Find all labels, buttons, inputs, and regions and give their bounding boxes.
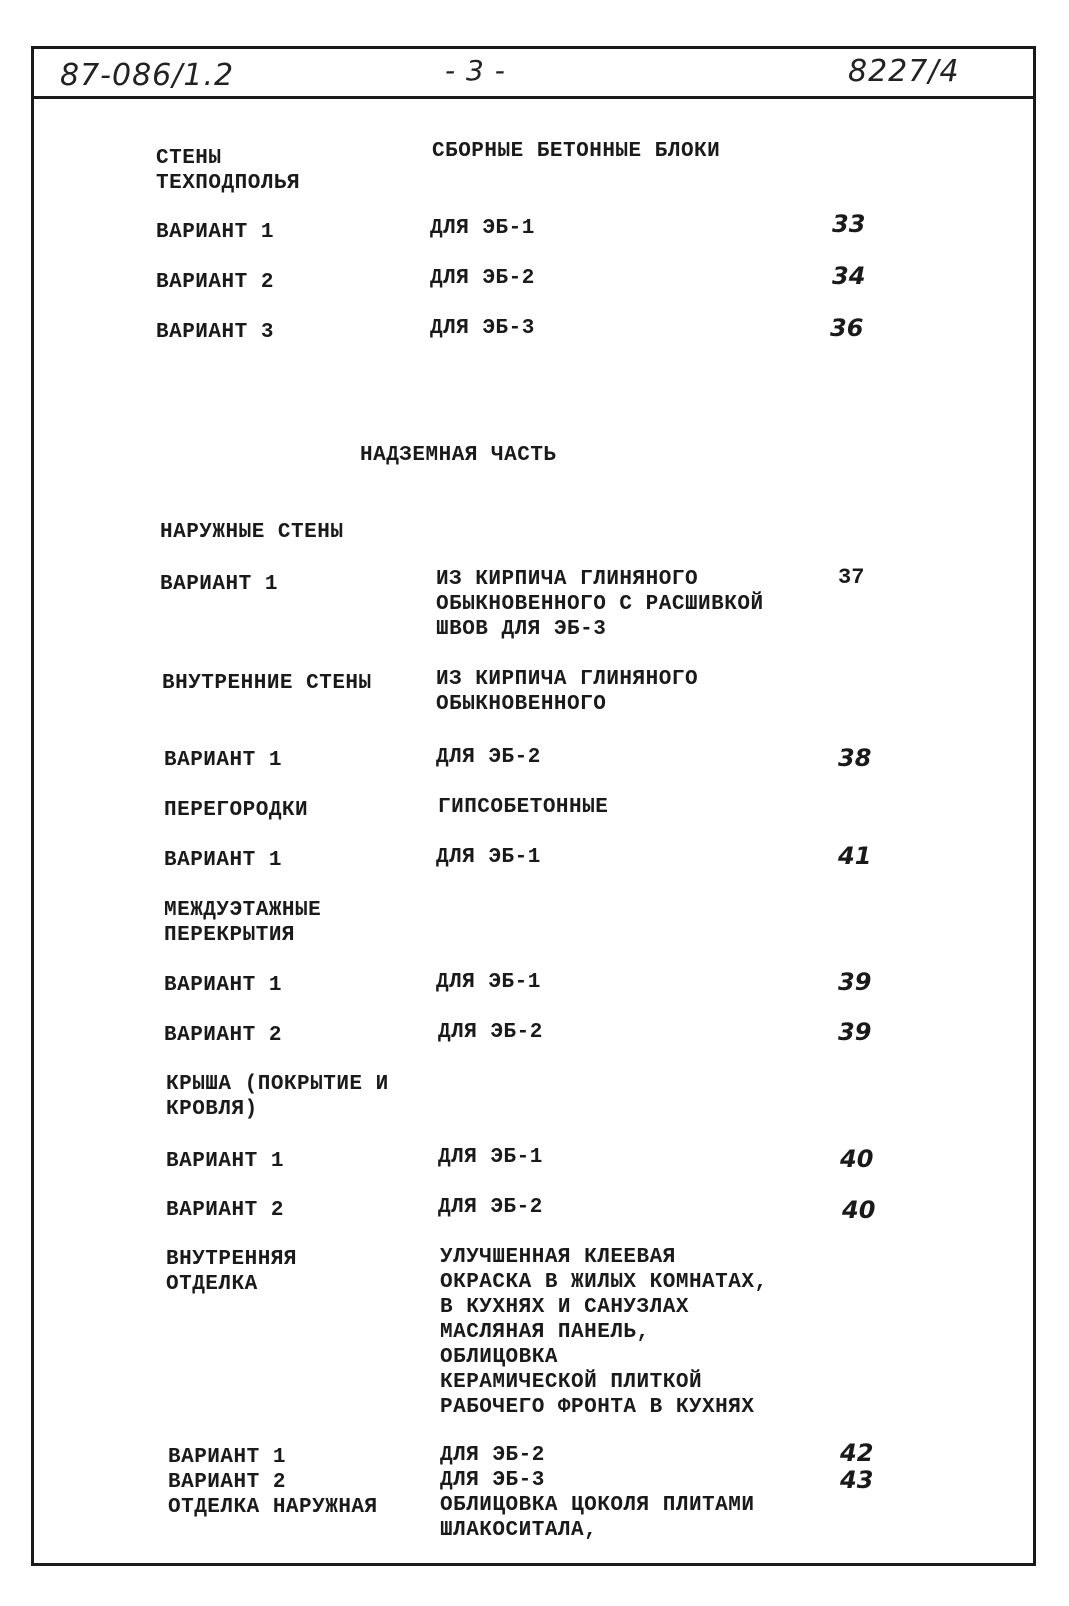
row-desc: ДЛЯ ЭБ-1 <box>438 1146 543 1169</box>
row-label: ВАРИАНТ 3 <box>156 321 274 344</box>
row-label: ВАРИАНТ 1 <box>164 974 282 997</box>
row-label: ВАРИАНТ 1 <box>166 1150 284 1173</box>
row-page: 40 <box>840 1145 874 1173</box>
row-desc: ГИПСОБЕТОННЫЕ <box>438 796 609 819</box>
row-page: 37 <box>838 565 865 590</box>
section-heading: НАДЗЕМНАЯ ЧАСТЬ <box>360 444 557 467</box>
row-desc: ДЛЯ ЭБ-3 <box>430 317 535 340</box>
row-label: ОТДЕЛКА НАРУЖНАЯ <box>168 1496 378 1519</box>
row-page: 34 <box>832 262 866 290</box>
doc-code: 87-086/1.2 <box>60 58 235 93</box>
row-page: 41 <box>838 842 872 870</box>
row-label: ВАРИАНТ 1 <box>164 849 282 872</box>
row-desc: ДЛЯ ЭБ-1 <box>436 846 541 869</box>
row-page: 42 <box>840 1439 874 1467</box>
row-desc: ДЛЯ ЭБ-2 <box>430 267 535 290</box>
row-label: ВНУТРЕННИЕ СТЕНЫ <box>162 672 372 695</box>
page-number: - 3 - <box>445 54 506 87</box>
header-divider <box>31 96 1036 99</box>
row-page: 39 <box>838 1018 872 1046</box>
row-desc: ДЛЯ ЭБ-3 <box>440 1469 545 1492</box>
row-page: 43 <box>840 1466 874 1494</box>
row-page: 40 <box>842 1196 876 1224</box>
row-label: ВАРИАНТ 1 <box>168 1446 286 1469</box>
archive-number: 8227/4 <box>848 54 960 89</box>
row-desc: ДЛЯ ЭБ-1 <box>430 217 535 240</box>
row-label: ВАРИАНТ 2 <box>156 271 274 294</box>
row-label: ВНУТРЕННЯЯ ОТДЕЛКА <box>166 1248 298 1296</box>
row-page: 39 <box>838 968 872 996</box>
row-label: НАРУЖНЫЕ СТЕНЫ <box>160 521 344 544</box>
row-desc: ДЛЯ ЭБ-2 <box>438 1196 543 1219</box>
row-label: СТЕНЫ ТЕХПОДПОЛЬЯ <box>156 147 301 195</box>
row-label: ВАРИАНТ 1 <box>156 221 274 244</box>
row-label: ВАРИАНТ 2 <box>164 1024 282 1047</box>
row-desc: СБОРНЫЕ БЕТОННЫЕ БЛОКИ <box>432 140 721 163</box>
row-label: ВАРИАНТ 2 <box>166 1199 284 1222</box>
row-label: ВАРИАНТ 2 <box>168 1471 286 1494</box>
row-desc: ДЛЯ ЭБ-2 <box>436 746 541 769</box>
row-desc: ДЛЯ ЭБ-2 <box>440 1444 545 1467</box>
row-desc: ИЗ КИРПИЧА ГЛИНЯНОГО ОБЫКНОВЕННОГО <box>436 668 699 716</box>
row-desc: УЛУЧШЕННАЯ КЛЕЕВАЯ ОКРАСКА В ЖИЛЫХ КОМНАТАХ, В КУХНЯХ И САНУЗЛАХ МАСЛЯНАЯ ПАНЕЛЬ, ОБЛИЦОВКА КЕРАМИЧЕСКОЙ ПЛИТКОЙ РАБОЧЕГО ФРОНТА В КУХНЯХ <box>440 1246 768 1419</box>
row-desc: ДЛЯ ЭБ-2 <box>438 1021 543 1044</box>
row-label: КРЫША (ПОКРЫТИЕ И КРОВЛЯ) <box>166 1073 389 1121</box>
row-label: ВАРИАНТ 1 <box>164 749 282 772</box>
row-label: МЕЖДУЭТАЖНЫЕ ПЕРЕКРЫТИЯ <box>164 899 322 947</box>
row-page: 33 <box>832 210 866 238</box>
row-label: ВАРИАНТ 1 <box>160 573 278 596</box>
row-desc: ИЗ КИРПИЧА ГЛИНЯНОГО ОБЫКНОВЕННОГО С РАСШИВКОЙ ШВОВ ДЛЯ ЭБ-3 <box>436 568 764 641</box>
row-page: 36 <box>830 314 864 342</box>
row-desc: ДЛЯ ЭБ-1 <box>436 971 541 994</box>
row-page: 38 <box>838 744 872 772</box>
row-label: ПЕРЕГОРОДКИ <box>164 799 309 822</box>
row-desc: ОБЛИЦОВКА ЦОКОЛЯ ПЛИТАМИ ШЛАКОСИТАЛА, <box>440 1494 755 1542</box>
